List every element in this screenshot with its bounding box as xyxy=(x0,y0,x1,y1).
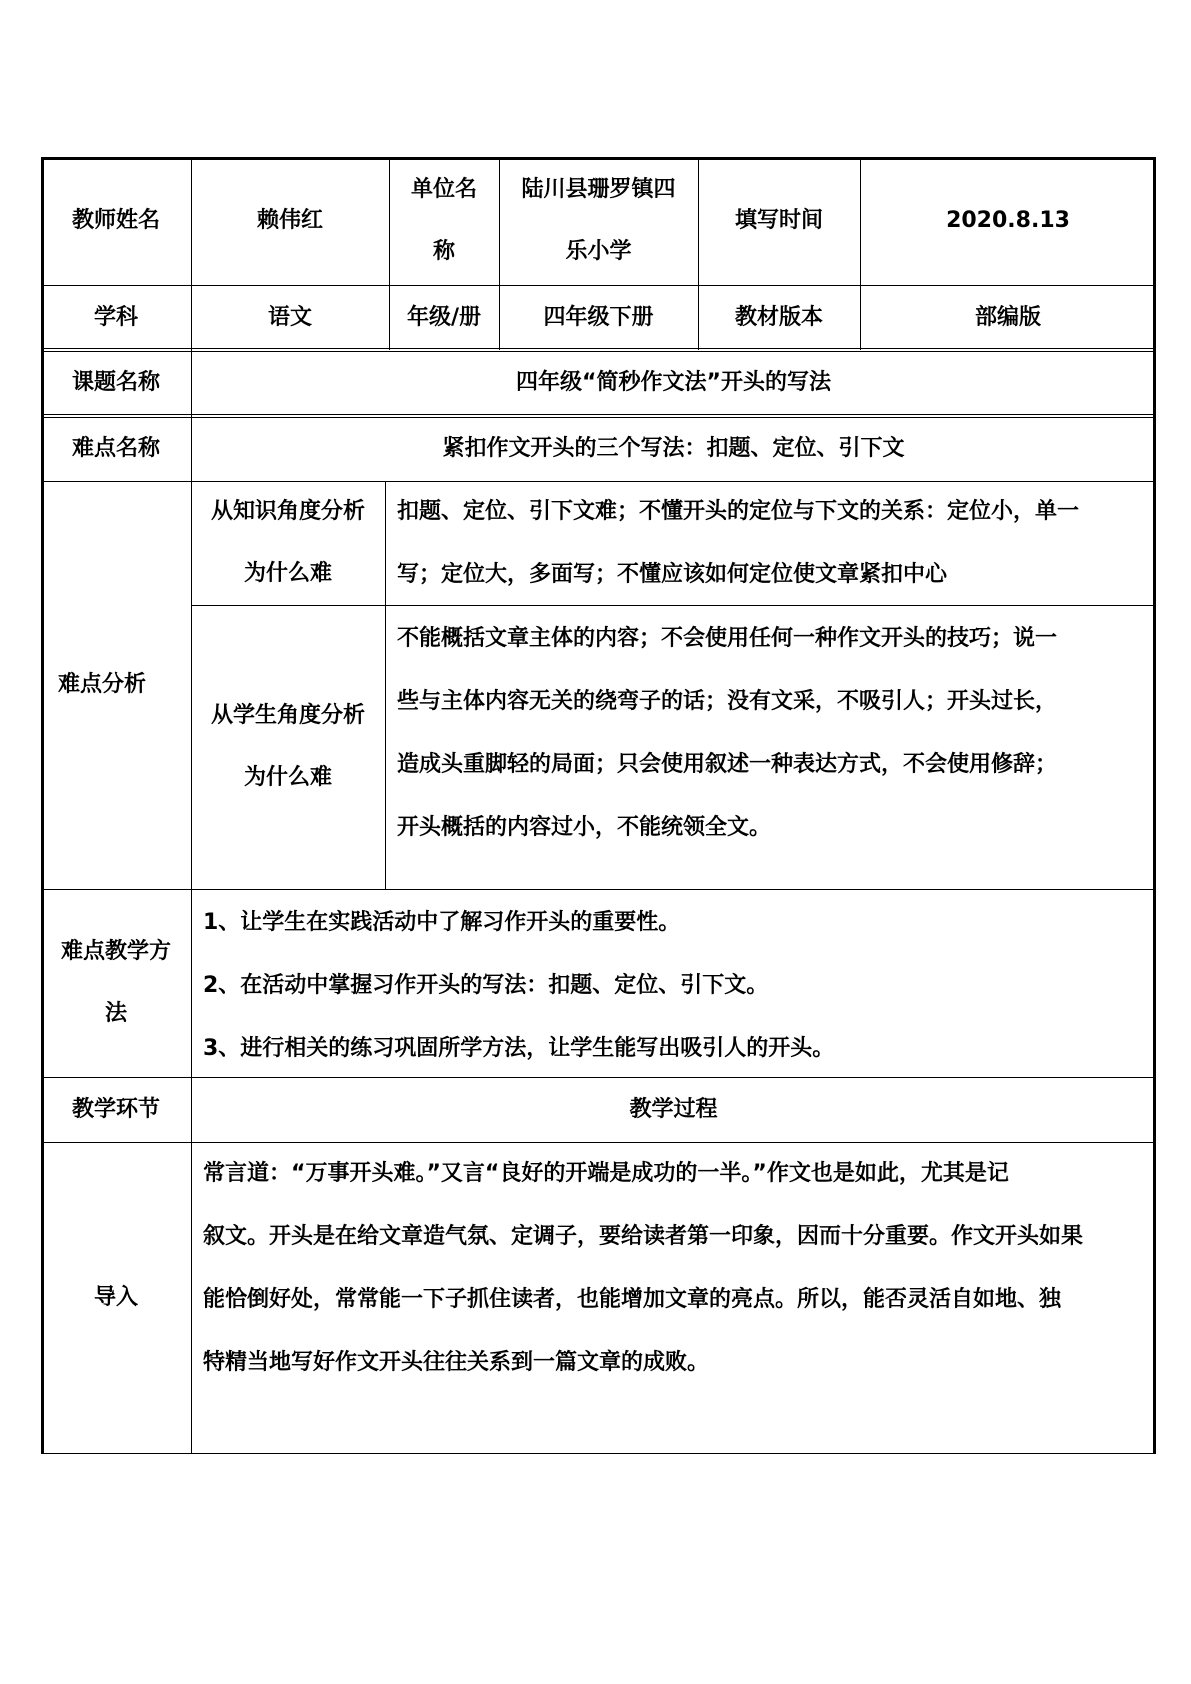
topic-label: 课题名称 xyxy=(71,370,160,395)
row-divider xyxy=(191,605,1156,606)
subject-value: 语文 xyxy=(267,304,312,330)
knowledge-angle-label: 从知识角度分析 为什么难 xyxy=(210,499,365,586)
method-label: 难点教学方 法 xyxy=(60,939,171,1026)
teaching-stage-label: 教学环节 xyxy=(71,1096,160,1122)
student-angle-text xyxy=(385,607,1156,889)
student-line: 开头概括的内容过小，不能统领全文。 xyxy=(397,815,772,840)
method-item: 3、进行相关的练习巩固所学方法，让学生能写出吸引人的开头。 xyxy=(203,1036,835,1061)
table-border-left xyxy=(41,157,44,1454)
table-border-right xyxy=(1153,157,1156,1454)
row-divider xyxy=(41,481,1156,482)
intro-label: 导入 xyxy=(93,1285,138,1310)
method-item: 2、在活动中掌握习作开头的写法：扣题、定位、引下文。 xyxy=(203,973,769,998)
teacher-name-label: 教师姓名 xyxy=(71,208,160,233)
edition-label: 教材版本 xyxy=(734,304,823,330)
student-angle-label: 从学生角度分析 为什么难 xyxy=(210,703,365,790)
unit-name-value: 陆川县珊罗镇四 乐小学 xyxy=(521,177,676,264)
intro-line: 能恰倒好处，常常能一下子抓住读者，也能增加文章的亮点。所以，能否灵活自如地、独 xyxy=(203,1287,1062,1312)
grade-value: 四年级下册 xyxy=(543,304,654,330)
column-divider xyxy=(191,157,192,1454)
grade-label: 年级/册 xyxy=(406,304,482,330)
column-divider xyxy=(860,157,861,350)
analysis-label: 难点分析 xyxy=(57,672,146,697)
topic-value: 四年级“简秒作文法”开头的写法 xyxy=(516,370,831,395)
lesson-plan-table xyxy=(41,157,1156,1454)
teacher-name-value: 赖伟红 xyxy=(256,208,323,233)
knowledge-angle-text xyxy=(385,480,1156,604)
column-divider xyxy=(698,157,699,350)
column-divider xyxy=(499,157,500,350)
unit-name-label: 单位名 称 xyxy=(410,177,477,264)
difficulty-label: 难点名称 xyxy=(71,435,160,461)
row-divider xyxy=(41,414,1156,415)
knowledge-line: 扣题、定位、引下文难；不懂开头的定位与下文的关系：定位小，单一 xyxy=(397,499,1080,524)
row-divider xyxy=(41,285,1156,286)
column-divider xyxy=(385,481,386,889)
difficulty-value: 紧扣作文开头的三个写法：扣题、定位、引下文 xyxy=(442,435,905,461)
row-divider xyxy=(41,889,1156,890)
student-line: 不能概括文章主体的内容；不会使用任何一种作文开头的技巧；说一 xyxy=(397,626,1058,651)
table-border-bottom xyxy=(41,1453,1156,1454)
fill-date-value: 2020.8.13 xyxy=(946,208,1070,233)
intro-text xyxy=(191,1142,1156,1454)
row-divider xyxy=(41,351,1156,352)
row-divider xyxy=(41,417,1156,418)
student-line: 些与主体内容无关的绕弯子的话；没有文采，不吸引人；开头过长， xyxy=(397,689,1058,714)
row-divider xyxy=(41,1142,1156,1143)
row-divider xyxy=(41,1077,1156,1078)
method-list xyxy=(191,891,1156,1077)
subject-label: 学科 xyxy=(93,304,138,330)
column-divider xyxy=(389,157,390,350)
knowledge-line: 写；定位大，多面写；不懂应该如何定位使文章紧扣中心 xyxy=(397,562,948,587)
intro-line: 叙文。开头是在给文章造气氛、定调子，要给读者第一印象，因而十分重要。作文开头如果 xyxy=(203,1224,1084,1249)
student-line: 造成头重脚轻的局面；只会使用叙述一种表达方式，不会使用修辞； xyxy=(397,752,1058,777)
teaching-process-label: 教学过程 xyxy=(629,1096,718,1122)
edition-value: 部编版 xyxy=(974,304,1041,330)
fill-date-label: 填写时间 xyxy=(734,208,823,233)
intro-line: 特精当地写好作文开头往往关系到一篇文章的成败。 xyxy=(203,1350,710,1375)
intro-line: 常言道：“万事开头难。”又言“良好的开端是成功的一半。”作文也是如此，尤其是记 xyxy=(203,1161,1009,1186)
row-divider xyxy=(41,348,1156,349)
method-item: 1、让学生在实践活动中了解习作开头的重要性。 xyxy=(203,910,681,935)
table-border-top xyxy=(41,157,1156,160)
